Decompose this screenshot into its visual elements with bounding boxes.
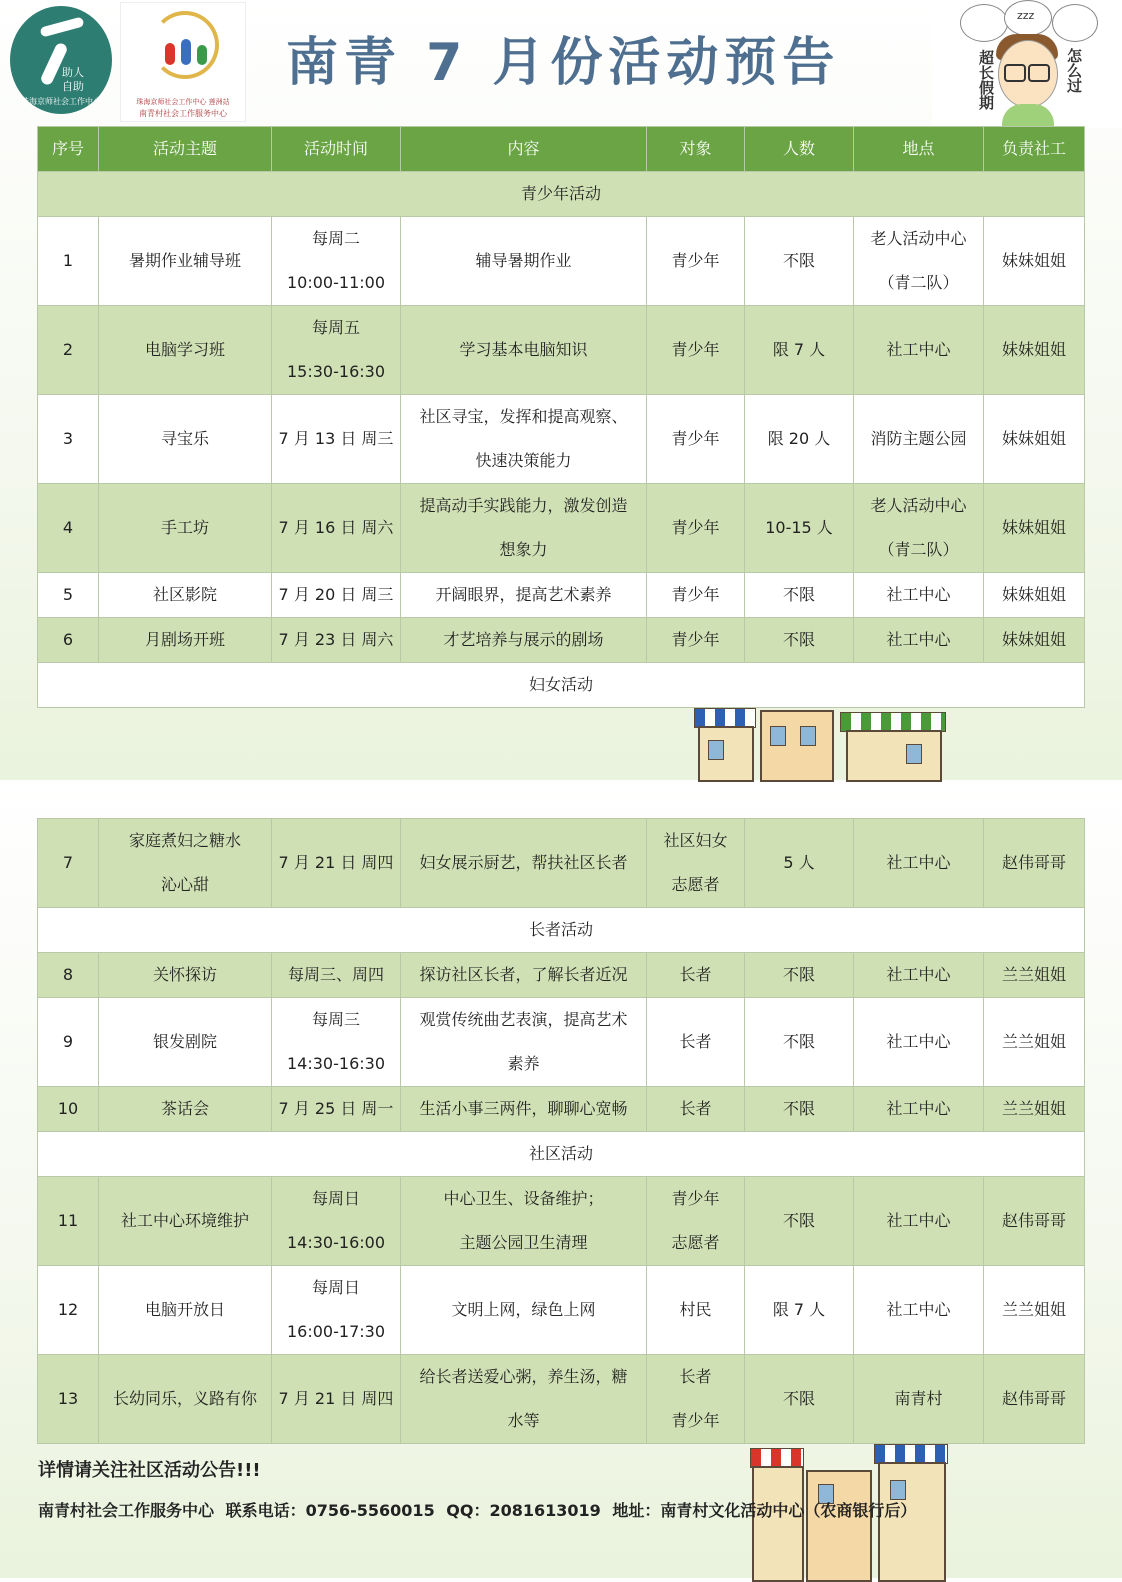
- footer-contact: [38, 1498, 916, 1521]
- cell-target: 青少年: [647, 484, 745, 573]
- cell-theme: 关怀探访: [99, 953, 272, 998]
- cartoon-text-right: 怎么过: [1065, 48, 1083, 93]
- logo-figure-blue: [181, 39, 191, 65]
- header-no: 序号: [38, 127, 99, 172]
- table-row: [38, 217, 1085, 306]
- target-line: 青少年: [671, 1189, 720, 1208]
- section-row-women: [38, 663, 1085, 708]
- content-line: 中心卫生、设备维护；: [443, 1189, 604, 1208]
- cell-theme: 银发剧院: [99, 998, 272, 1087]
- cell-target: 青少年: [647, 306, 745, 395]
- cell-count: 不限: [745, 217, 854, 306]
- cell-content: 妇女展示厨艺，帮扶社区长者: [401, 819, 647, 908]
- cell-target: [647, 1355, 745, 1444]
- cell-place: 社工中心: [854, 1266, 984, 1355]
- time-line: 14:30-16:30: [287, 1054, 385, 1073]
- cell-worker: 妹妹姐姐: [984, 618, 1085, 663]
- cell-target: 青少年: [647, 618, 745, 663]
- place-line: 老人活动中心: [870, 496, 967, 515]
- section-title: 长者活动: [38, 908, 1085, 953]
- cell-no: 5: [38, 573, 99, 618]
- place-line: （青二队）: [878, 273, 959, 292]
- house-window: [800, 726, 816, 746]
- nanqing-logo: [120, 2, 246, 122]
- cell-content: 才艺培养与展示的剧场: [401, 618, 647, 663]
- section-row-youth: [38, 172, 1085, 217]
- cell-target: 长者: [647, 953, 745, 998]
- cell-theme: 茶话会: [99, 1087, 272, 1132]
- cell-time: [272, 998, 401, 1087]
- activity-table-part-2: [37, 818, 1085, 1444]
- cell-theme: [99, 819, 272, 908]
- target-line: 长者: [679, 1367, 712, 1386]
- cell-theme: 月剧场开班: [99, 618, 272, 663]
- theme-line: 沁心甜: [160, 875, 209, 894]
- footer-phone: 联系电话：0756-5560015: [225, 1501, 435, 1520]
- table-row: [38, 953, 1085, 998]
- cell-worker: 妹妹姐姐: [984, 573, 1085, 618]
- cell-time: [272, 306, 401, 395]
- cell-worker: 妹妹姐姐: [984, 484, 1085, 573]
- cell-no: 2: [38, 306, 99, 395]
- time-line: 14:30-16:00: [287, 1233, 385, 1252]
- time-line: 每周日: [311, 1189, 360, 1208]
- cell-worker: 兰兰姐姐: [984, 998, 1085, 1087]
- cell-time: [272, 217, 401, 306]
- house-roof: [750, 1448, 804, 1468]
- section-title: 青少年活动: [38, 172, 1085, 217]
- cell-worker: 妹妹姐姐: [984, 306, 1085, 395]
- cell-time: 每周三、周四: [272, 953, 401, 998]
- cell-no: 8: [38, 953, 99, 998]
- notice-text: 详情请关注社区活动公告!!!: [38, 1460, 261, 1481]
- cell-time: 7 月 20 日 周三: [272, 573, 401, 618]
- house: [878, 1462, 946, 1582]
- cell-worker: 赵伟哥哥: [984, 819, 1085, 908]
- logo-mid-text-1: 珠海京师社会工作中心 莲洲站: [136, 98, 230, 106]
- cell-theme: 电脑开放日: [99, 1266, 272, 1355]
- cartoon-body: [1002, 104, 1054, 128]
- zzz-text: zzz: [1017, 9, 1035, 22]
- place-line: 老人活动中心: [870, 229, 967, 248]
- cell-place: 社工中心: [854, 953, 984, 998]
- time-line: 每周日: [311, 1278, 360, 1297]
- cell-theme: 手工坊: [99, 484, 272, 573]
- table-row: [38, 618, 1085, 663]
- cell-target: [647, 819, 745, 908]
- cell-time: 7 月 21 日 周四: [272, 819, 401, 908]
- content-line: 社区寻宝，发挥和提高观察、: [419, 407, 628, 426]
- cell-count: 不限: [745, 618, 854, 663]
- footer-address: 地址：南青村文化活动中心（农商银行后）: [612, 1501, 917, 1520]
- cell-no: 13: [38, 1355, 99, 1444]
- cell-content: [401, 484, 647, 573]
- table-header-row: [38, 127, 1085, 172]
- cell-worker: 兰兰姐姐: [984, 1087, 1085, 1132]
- table-row: [38, 1266, 1085, 1355]
- cell-no: 6: [38, 618, 99, 663]
- cell-target: 长者: [647, 1087, 745, 1132]
- cell-count: 限 7 人: [745, 1266, 854, 1355]
- section-title: 妇女活动: [38, 663, 1085, 708]
- cell-no: 9: [38, 998, 99, 1087]
- cell-count: 不限: [745, 573, 854, 618]
- cell-target: 村民: [647, 1266, 745, 1355]
- cell-theme: 电脑学习班: [99, 306, 272, 395]
- table-row: [38, 306, 1085, 395]
- house: [806, 1470, 872, 1582]
- table-row: [38, 573, 1085, 618]
- time-line: 15:30-16:30: [287, 362, 385, 381]
- cell-count: 限 20 人: [745, 395, 854, 484]
- house: [846, 730, 942, 782]
- content-line: 观赏传统曲艺表演，提高艺术: [419, 1010, 628, 1029]
- footer-org: 南青村社会工作服务中心: [38, 1501, 215, 1520]
- cell-place: 社工中心: [854, 1087, 984, 1132]
- cell-time: [272, 1266, 401, 1355]
- cell-no: 7: [38, 819, 99, 908]
- house-window: [770, 726, 786, 746]
- header-count: 人数: [745, 127, 854, 172]
- cell-time: 7 月 13 日 周三: [272, 395, 401, 484]
- content-line: 主题公园卫生清理: [459, 1233, 588, 1252]
- content-line: 素养: [507, 1054, 540, 1073]
- content-line: 给长者送爱心粥，养生汤，糖: [419, 1367, 628, 1386]
- cell-target: [647, 1177, 745, 1266]
- cell-place: [854, 217, 984, 306]
- section-row-community: [38, 1132, 1085, 1177]
- house: [760, 710, 834, 782]
- jingshi-logo: [10, 6, 112, 114]
- cell-worker: 兰兰姐姐: [984, 1266, 1085, 1355]
- cell-time: 7 月 23 日 周六: [272, 618, 401, 663]
- house-window: [708, 740, 724, 760]
- thought-bubble-left: [960, 4, 1008, 42]
- cell-count: 不限: [745, 953, 854, 998]
- header-content: 内容: [401, 127, 647, 172]
- cell-count: 5 人: [745, 819, 854, 908]
- cell-no: 12: [38, 1266, 99, 1355]
- footer-qq: QQ：2081613019: [446, 1501, 601, 1520]
- cell-time: [272, 1177, 401, 1266]
- cell-no: 10: [38, 1087, 99, 1132]
- header-time: 活动时间: [272, 127, 401, 172]
- logo-text-1: 助人: [62, 66, 84, 79]
- cell-no: 11: [38, 1177, 99, 1266]
- cell-place: 消防主题公园: [854, 395, 984, 484]
- cell-content: [401, 1177, 647, 1266]
- table-row: [38, 998, 1085, 1087]
- glasses-right: [1028, 64, 1050, 82]
- table-row: [38, 1177, 1085, 1266]
- table-row: [38, 395, 1085, 484]
- cell-count: 不限: [745, 998, 854, 1087]
- cell-theme: 社工中心环境维护: [99, 1177, 272, 1266]
- header-target: 对象: [647, 127, 745, 172]
- cell-no: 4: [38, 484, 99, 573]
- time-line: 10:00-11:00: [287, 273, 385, 292]
- cell-target: 长者: [647, 998, 745, 1087]
- table-row: [38, 484, 1085, 573]
- cell-theme: 暑期作业辅导班: [99, 217, 272, 306]
- logo-mid-text-2: 南青村社会工作服务中心: [139, 109, 227, 118]
- cell-target: 青少年: [647, 573, 745, 618]
- thought-bubble-right: [1052, 4, 1098, 42]
- house-window: [906, 744, 922, 764]
- activity-table-part-1: [37, 126, 1085, 708]
- time-line: 每周五: [311, 318, 360, 337]
- content-line: 提高动手实践能力，激发创造: [419, 496, 628, 515]
- header-worker: 负责社工: [984, 127, 1085, 172]
- cell-place: 社工中心: [854, 618, 984, 663]
- logo-stroke-top: [39, 16, 84, 37]
- cell-content: 辅导暑期作业: [401, 217, 647, 306]
- house-window: [890, 1480, 906, 1500]
- content-line: 想象力: [499, 540, 548, 559]
- logo-text-2: 自助: [62, 80, 84, 93]
- target-line: 青少年: [671, 1411, 720, 1430]
- cell-theme: 社区影院: [99, 573, 272, 618]
- header-place: 地点: [854, 127, 984, 172]
- cell-worker: 赵伟哥哥: [984, 1355, 1085, 1444]
- cell-place: 社工中心: [854, 306, 984, 395]
- header-theme: 活动主题: [99, 127, 272, 172]
- cell-place: 社工中心: [854, 1177, 984, 1266]
- thought-bubble-mid: [1004, 0, 1052, 36]
- cell-worker: 妹妹姐姐: [984, 395, 1085, 484]
- house-roof: [694, 708, 756, 728]
- cell-time: 7 月 16 日 周六: [272, 484, 401, 573]
- cell-count: 不限: [745, 1177, 854, 1266]
- cell-worker: 妹妹姐姐: [984, 217, 1085, 306]
- table-row: [38, 1087, 1085, 1132]
- time-line: 每周二: [311, 229, 360, 248]
- cell-count: 限 7 人: [745, 306, 854, 395]
- glasses-left: [1004, 64, 1026, 82]
- cell-time: 7 月 25 日 周一: [272, 1087, 401, 1132]
- page-title: 南青 7 月份活动预告: [286, 33, 841, 93]
- cell-theme: 寻宝乐: [99, 395, 272, 484]
- house-roof: [840, 712, 946, 732]
- cell-place: 社工中心: [854, 819, 984, 908]
- cell-target: 青少年: [647, 217, 745, 306]
- cartoon-illustration: [932, 0, 1122, 128]
- section-title: 社区活动: [38, 1132, 1085, 1177]
- cell-content: 生活小事三两件，聊聊心宽畅: [401, 1087, 647, 1132]
- cell-content: 文明上网，绿色上网: [401, 1266, 647, 1355]
- cartoon-text-left: 超长假期: [977, 50, 995, 110]
- table-row: [38, 1355, 1085, 1444]
- cell-content: 学习基本电脑知识: [401, 306, 647, 395]
- cell-count: 不限: [745, 1355, 854, 1444]
- cell-time: 7 月 21 日 周四: [272, 1355, 401, 1444]
- cell-content: [401, 998, 647, 1087]
- logo-figure-red: [165, 43, 175, 65]
- cell-worker: 兰兰姐姐: [984, 953, 1085, 998]
- house: [752, 1466, 804, 1582]
- content-line: 快速决策能力: [475, 451, 572, 470]
- cell-target: 青少年: [647, 395, 745, 484]
- cell-theme: 长幼同乐，义路有你: [99, 1355, 272, 1444]
- cell-place: 社工中心: [854, 573, 984, 618]
- cell-content: 开阔眼界，提高艺术素养: [401, 573, 647, 618]
- content-line: 水等: [507, 1411, 540, 1430]
- target-line: 志愿者: [671, 875, 720, 894]
- cell-count: 10-15 人: [745, 484, 854, 573]
- target-line: 志愿者: [671, 1233, 720, 1252]
- logo-text-3: 珠海京师社会工作中心: [21, 97, 101, 106]
- cell-content: [401, 1355, 647, 1444]
- cell-content: 探访社区长者，了解长者近况: [401, 953, 647, 998]
- cell-content: [401, 395, 647, 484]
- cell-place: 南青村: [854, 1355, 984, 1444]
- time-line: 16:00-17:30: [287, 1322, 385, 1341]
- place-line: （青二队）: [878, 540, 959, 559]
- cell-place: 社工中心: [854, 998, 984, 1087]
- section-row-elder: [38, 908, 1085, 953]
- target-line: 社区妇女: [663, 831, 728, 850]
- cell-worker: 赵伟哥哥: [984, 1177, 1085, 1266]
- table-row: [38, 819, 1085, 908]
- theme-line: 家庭煮妇之糖水: [128, 831, 241, 850]
- time-line: 每周三: [311, 1010, 360, 1029]
- logo-figure-green: [197, 45, 207, 65]
- cell-no: 1: [38, 217, 99, 306]
- cell-no: 3: [38, 395, 99, 484]
- cell-count: 不限: [745, 1087, 854, 1132]
- house-roof: [874, 1444, 948, 1464]
- cell-place: [854, 484, 984, 573]
- house: [698, 726, 754, 782]
